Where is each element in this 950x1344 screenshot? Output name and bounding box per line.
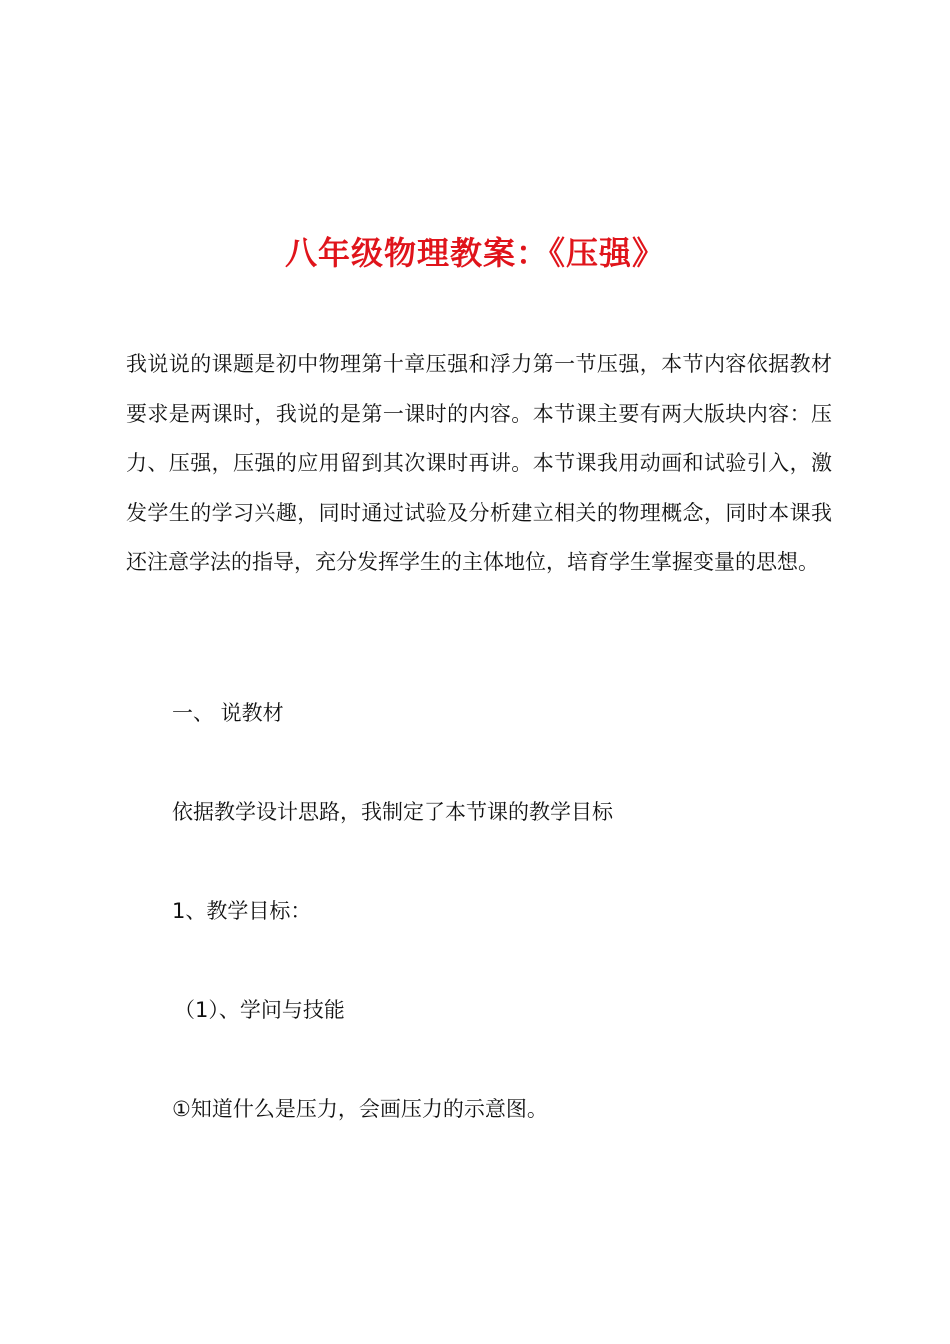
sub-heading: （1）、学问与技能 [174, 998, 345, 1022]
intro-paragraph: 我说说的课题是初中物理第十章压强和浮力第一节压强，本节内容依据教材要求是两课时，我说的是第一课时的内容。本节课主要有两大版块内容：压力、压强，压强的应用留到其次课时再讲。本节课我用动画和试验引入，激发学生的学习兴趣，同时通过试验及分析建立相关的物理概念，同时本课我还注意学法的指导，充分发挥学生的主体地位，培育学生掌握变量的思想。 [126, 352, 832, 574]
section-text: 依据教学设计思路，我制定了本节课的教学目标 [172, 800, 613, 824]
section-heading: 一、 说教材 [172, 701, 284, 725]
document-title: 八年级物理教案：《压强》 [284, 234, 665, 273]
objectives-heading: 1、教学目标： [172, 899, 312, 923]
list-item: ①知道什么是压力，会画压力的示意图。 [172, 1097, 548, 1121]
